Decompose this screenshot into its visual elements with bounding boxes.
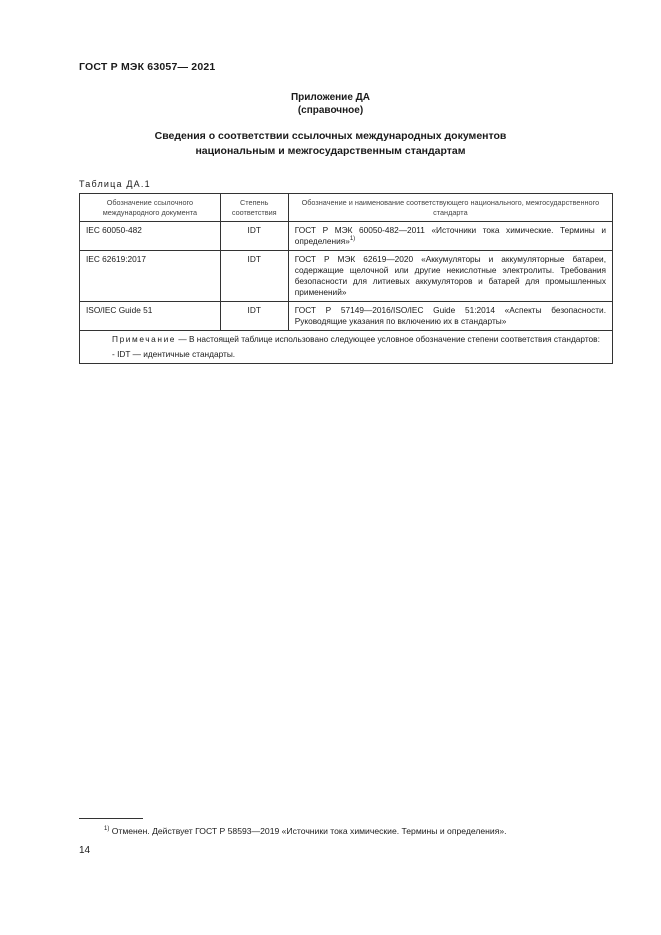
table-row <box>80 302 613 331</box>
section-title-line-2: национальным и межгосударственным стандартам <box>195 145 466 157</box>
table-header-row <box>80 194 613 222</box>
appendix-subtitle: (справочное) <box>297 105 364 116</box>
cell-standard <box>288 222 612 251</box>
table-note <box>80 331 613 364</box>
cell-standard: ГОСТ Р МЭК 62619—2020 «Аккумуляторы и аккумуляторные батареи, содержащие щелочной или другие некислотные электролиты. Требования безопасности для литиевых аккумуляторов и батарей для промышленных применений» <box>288 251 612 302</box>
table-note-row <box>80 331 613 364</box>
cell-degree: IDT <box>220 222 288 251</box>
footnote-marker: 1) <box>104 826 110 832</box>
cell-standard: ГОСТ Р 57149—2016/ISO/IEC Guide 51:2014 «Аспекты безопасности. Руководящие указания по включению их в стандарты» <box>288 302 612 331</box>
standard-text: ГОСТ Р МЭК 60050-482—2011 «Источники тока химические. Термины и определения» <box>294 225 606 246</box>
note-body: — В настоящей таблице использовано следующее условное обозначение степени соответствия стандартов: <box>176 334 600 344</box>
cell-degree: IDT <box>220 302 288 331</box>
header-degree: Степень соответствия <box>220 194 288 222</box>
footnote <box>104 826 507 836</box>
appendix-title: Приложение ДА <box>290 92 371 103</box>
cell-degree: IDT <box>220 251 288 302</box>
table-row <box>80 251 613 302</box>
footnote-separator <box>79 818 143 819</box>
header-international-doc: Обозначение ссылочного международного документа <box>80 194 221 222</box>
header-national-standard: Обозначение и наименование соответствующего национального, межгосударственного стандарта <box>288 194 612 222</box>
cell-doc: ISO/IEC Guide 51 <box>80 302 221 331</box>
footnote-ref: 1) <box>349 236 356 242</box>
document-header: ГОСТ Р МЭК 63057— 2021 <box>79 61 216 73</box>
correspondence-table <box>79 193 613 364</box>
note-list-item: - IDT — идентичные стандарты. <box>112 349 236 359</box>
note-text <box>86 334 606 345</box>
section-title-line-1: Сведения о соответствии ссылочных международных документов <box>154 130 507 142</box>
note-label: Примечание <box>112 334 177 344</box>
cell-doc: IEC 62619:2017 <box>80 251 221 302</box>
footnote-text: Отменен. Действует ГОСТ Р 58593—2019 «Источники тока химические. Термины и определения». <box>109 826 507 836</box>
cell-doc: IEC 60050-482 <box>80 222 221 251</box>
table-caption: Таблица ДА.1 <box>79 179 151 189</box>
section-title <box>0 129 661 159</box>
table-row <box>80 222 613 251</box>
page-number: 14 <box>79 845 91 856</box>
